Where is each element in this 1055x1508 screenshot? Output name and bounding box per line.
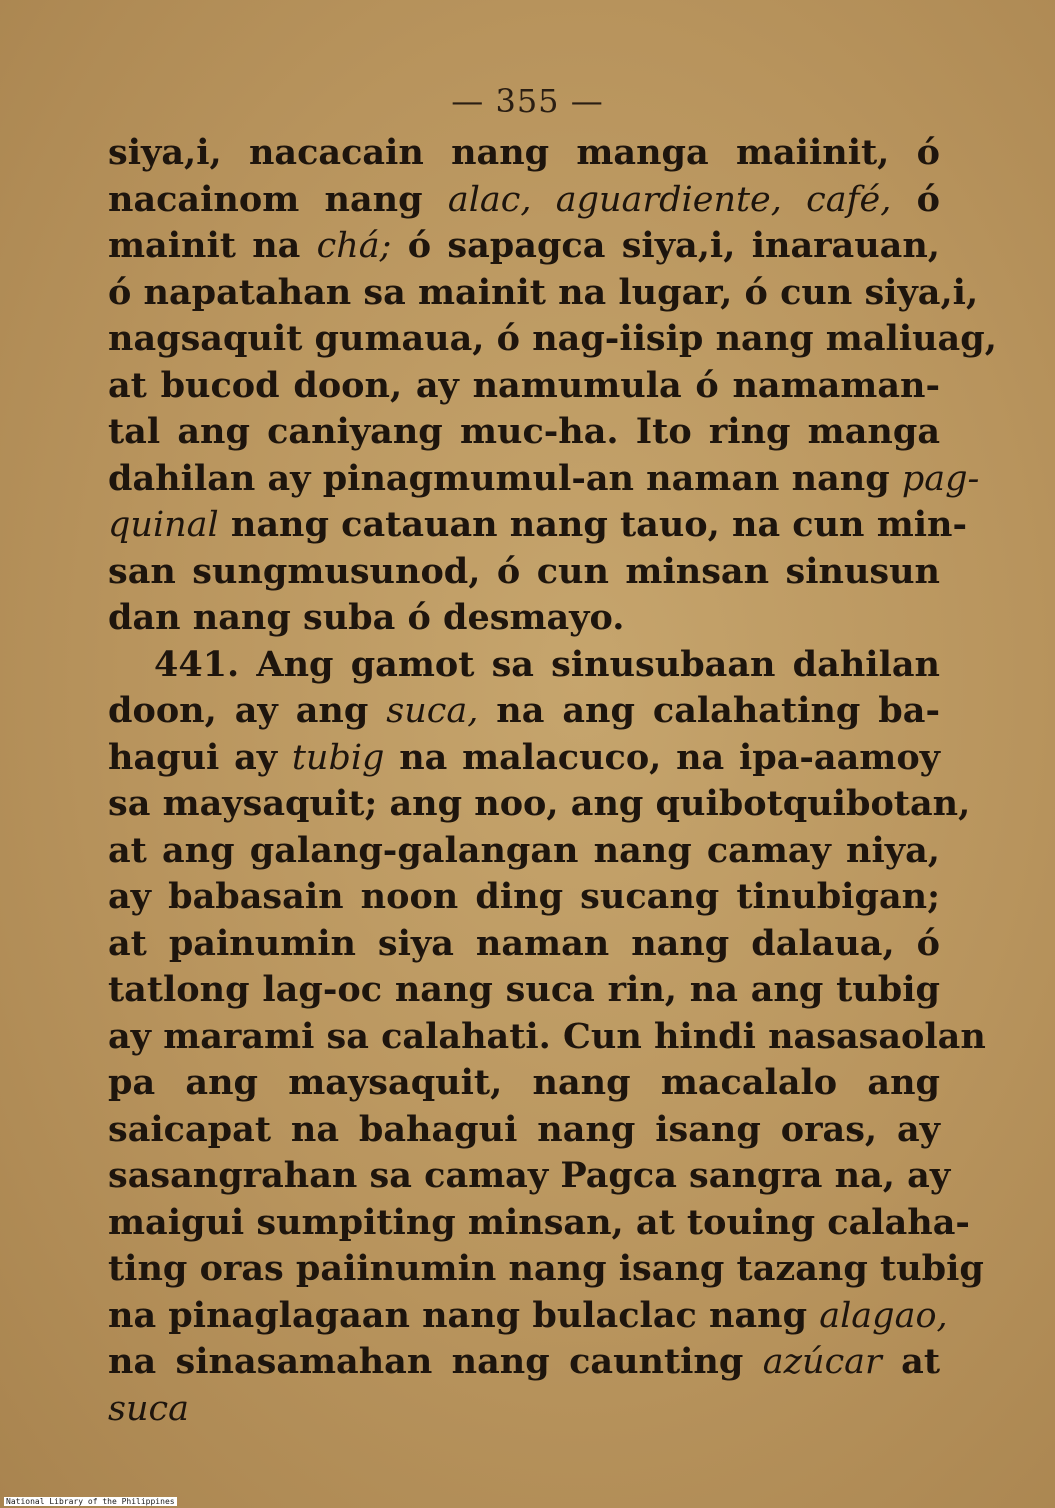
text-line: at ang galang-galangan nang camay niya,	[108, 829, 940, 871]
text-line: sa maysaquit; ang noo, ang quibotquibotan,	[108, 783, 971, 824]
text-line: na pinaglagaan nang bulaclac nang alagao,	[108, 1294, 948, 1336]
italic-term: alagao,	[819, 1295, 948, 1336]
text-line: nacainom nang alac, aguardiente, café, ó	[108, 178, 940, 220]
text-line: sasangrahan sa camay Pagca sangra na, ay	[108, 1155, 951, 1196]
page-body-text	[108, 130, 997, 1432]
text-line: hagui ay tubig na malacuco, na ipa-aamoy	[108, 736, 940, 778]
text-line: maigui sumpiting minsan, at touing calaha-	[108, 1201, 970, 1243]
library-credit: National Library of the Philippines	[6, 1497, 175, 1506]
text-line: ay marami sa calahati. Cun hindi nasasaolan	[108, 1015, 986, 1057]
italic-term: quinal	[108, 505, 219, 545]
text-line: at painumin siya naman nang dalaua, ó	[108, 922, 940, 964]
text-line: dahilan ay pinagmumul-an naman nang pag-	[108, 457, 980, 499]
italic-term: suca	[108, 1388, 189, 1429]
text-line: tal ang caniyang muc-ha. Ito ring manga	[108, 411, 940, 452]
italic-term: pag-	[901, 458, 980, 499]
italic-term: suca,	[386, 691, 479, 731]
text-line: mainit na chá; ó sapagca siya,i, inarauan,	[108, 225, 940, 266]
italic-term: alac, aguardiente, café,	[447, 179, 892, 220]
text-line: siya,i, nacacain nang manga maiinit, ó	[108, 132, 940, 173]
text-line: dan nang suba ó desmayo.	[108, 597, 625, 638]
page-number: — 355 —	[451, 82, 604, 120]
italic-term: azúcar	[762, 1342, 882, 1382]
text-line	[108, 1386, 940, 1433]
text-line: ting oras paiinumin nang isang tazang tubig	[108, 1248, 984, 1289]
text-line: doon, ay ang suca, na ang calahating ba-	[108, 690, 940, 731]
text-line: saicapat na bahagui nang isang oras, ay	[108, 1108, 940, 1150]
italic-term: chá;	[316, 226, 392, 266]
text-line: san sungmusunod, ó cun minsan sinusun	[108, 550, 940, 592]
text-line: ó napatahan sa mainit na lugar, ó cun siya,i,	[108, 271, 979, 313]
text-line: tatlong lag-oc nang suca rin, na ang tubig	[108, 969, 940, 1010]
text-line: ay babasain noon ding sucang tinubigan;	[108, 876, 940, 917]
text-line: pa ang maysaquit, nang macalalo ang	[108, 1062, 940, 1103]
text-line: na sinasamahan nang caunting azúcar at	[108, 1341, 940, 1382]
text-line: 441. Ang gamot sa sinusubaan dahilan	[154, 643, 940, 685]
text-line: quinal nang catauan nang tauo, na cun min-	[108, 504, 967, 545]
italic-term: tubig	[291, 737, 385, 778]
text-line: nagsaquit gumaua, ó nag-iisip nang maliuag,	[108, 318, 997, 359]
text-line: at bucod doon, ay namumula ó namaman-	[108, 364, 940, 406]
